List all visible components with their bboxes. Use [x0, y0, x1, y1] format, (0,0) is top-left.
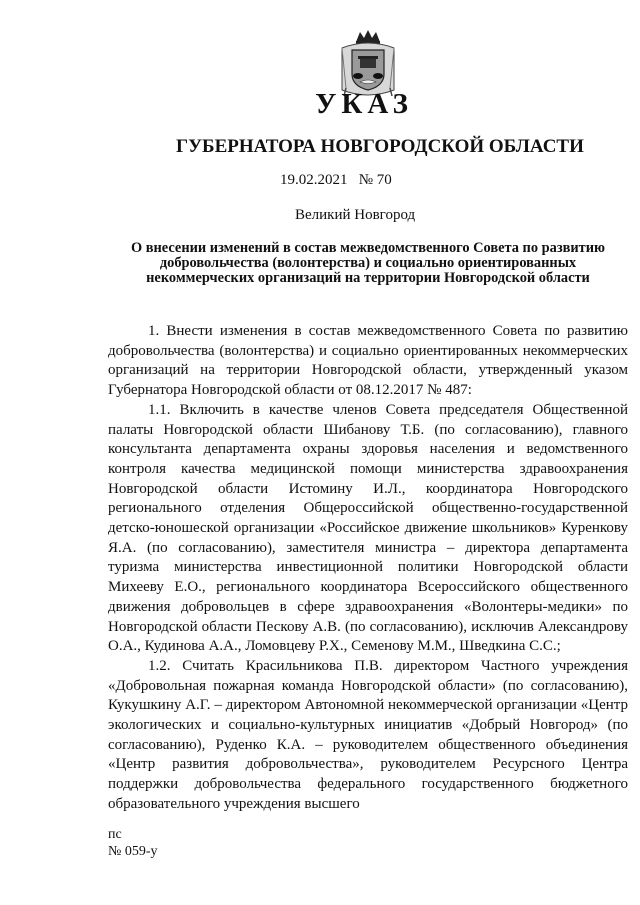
document-city: Великий Новгород: [295, 207, 416, 223]
footer-code: № 059-у: [108, 844, 158, 859]
date-number-line: [280, 172, 392, 189]
document-body: [108, 322, 628, 815]
document-date: 19.02.2021: [280, 172, 348, 188]
document-heading: О внесении изменений в состав межведомственного Совета по развитию добровольчества (волонтерства) и социально ориентированных некоммерческих организаций на территории Новгородской области: [130, 240, 606, 286]
document-subtitle: ГУБЕРНАТОРА НОВГОРОДСКОЙ ОБЛАСТИ: [176, 136, 584, 157]
document-number: № 70: [358, 172, 392, 188]
paragraph: 1.1. Включить в качестве членов Совета председателя Общественной палаты Новгородской области Шибанову Т.Б. (по согласованию), главного консультанта департамента охраны здоровья населения и ведомственного контроля качества медицинской помощи министерства здравоохранения Новгородской области Истомину И.Л., координатора Новгородского регионального отделения Общероссийской общественно-государственной детско-юношеской организации «Российское движение школьников» Куренкову Я.А. (по согласованию), заместителя министра – директора департамента туризма министерства инвестиционной политики Новгородской области Михееву Е.О., регионального координатора Всероссийского общественного движения добровольцев в сфере здравоохранения «Волонтеры-медики» по Новгородской области Пескову А.В. (по согласованию), исключив Александрову О.А., Кудинова А.А., Ломовцеву Р.Х., Семенову М.М., Шведкина С.С.;: [108, 401, 628, 655]
paragraph: 1.2. Считать Красильникова П.В. директором Частного учреждения «Добровольная пожарная команда Новгородской области» (по согласованию), Кукушкину А.Г. – директором Автономной некоммерческой организации «Центр экологических и социально-культурных инициатив «Добрый Новгород» (по согласованию), Руденко К.А. – руководителем общественного объединения «Центр развития добровольчества», руководителем Ресурсного Центра поддержки добровольчества федерального государственного бюджетного образовательного учреждения высшего: [108, 657, 628, 812]
document-footer: [108, 826, 158, 860]
paragraph: 1. Внести изменения в состав межведомственного Совета по развитию добровольчества (волонтерства) и социально ориентированных некоммерческих организаций на территории Новгородской области, утвержденный указом Губернатора Новгородской области от 08.12.2017 № 487:: [108, 323, 628, 399]
document-title: УКАЗ: [315, 88, 413, 120]
footer-initials: пс: [108, 827, 122, 842]
